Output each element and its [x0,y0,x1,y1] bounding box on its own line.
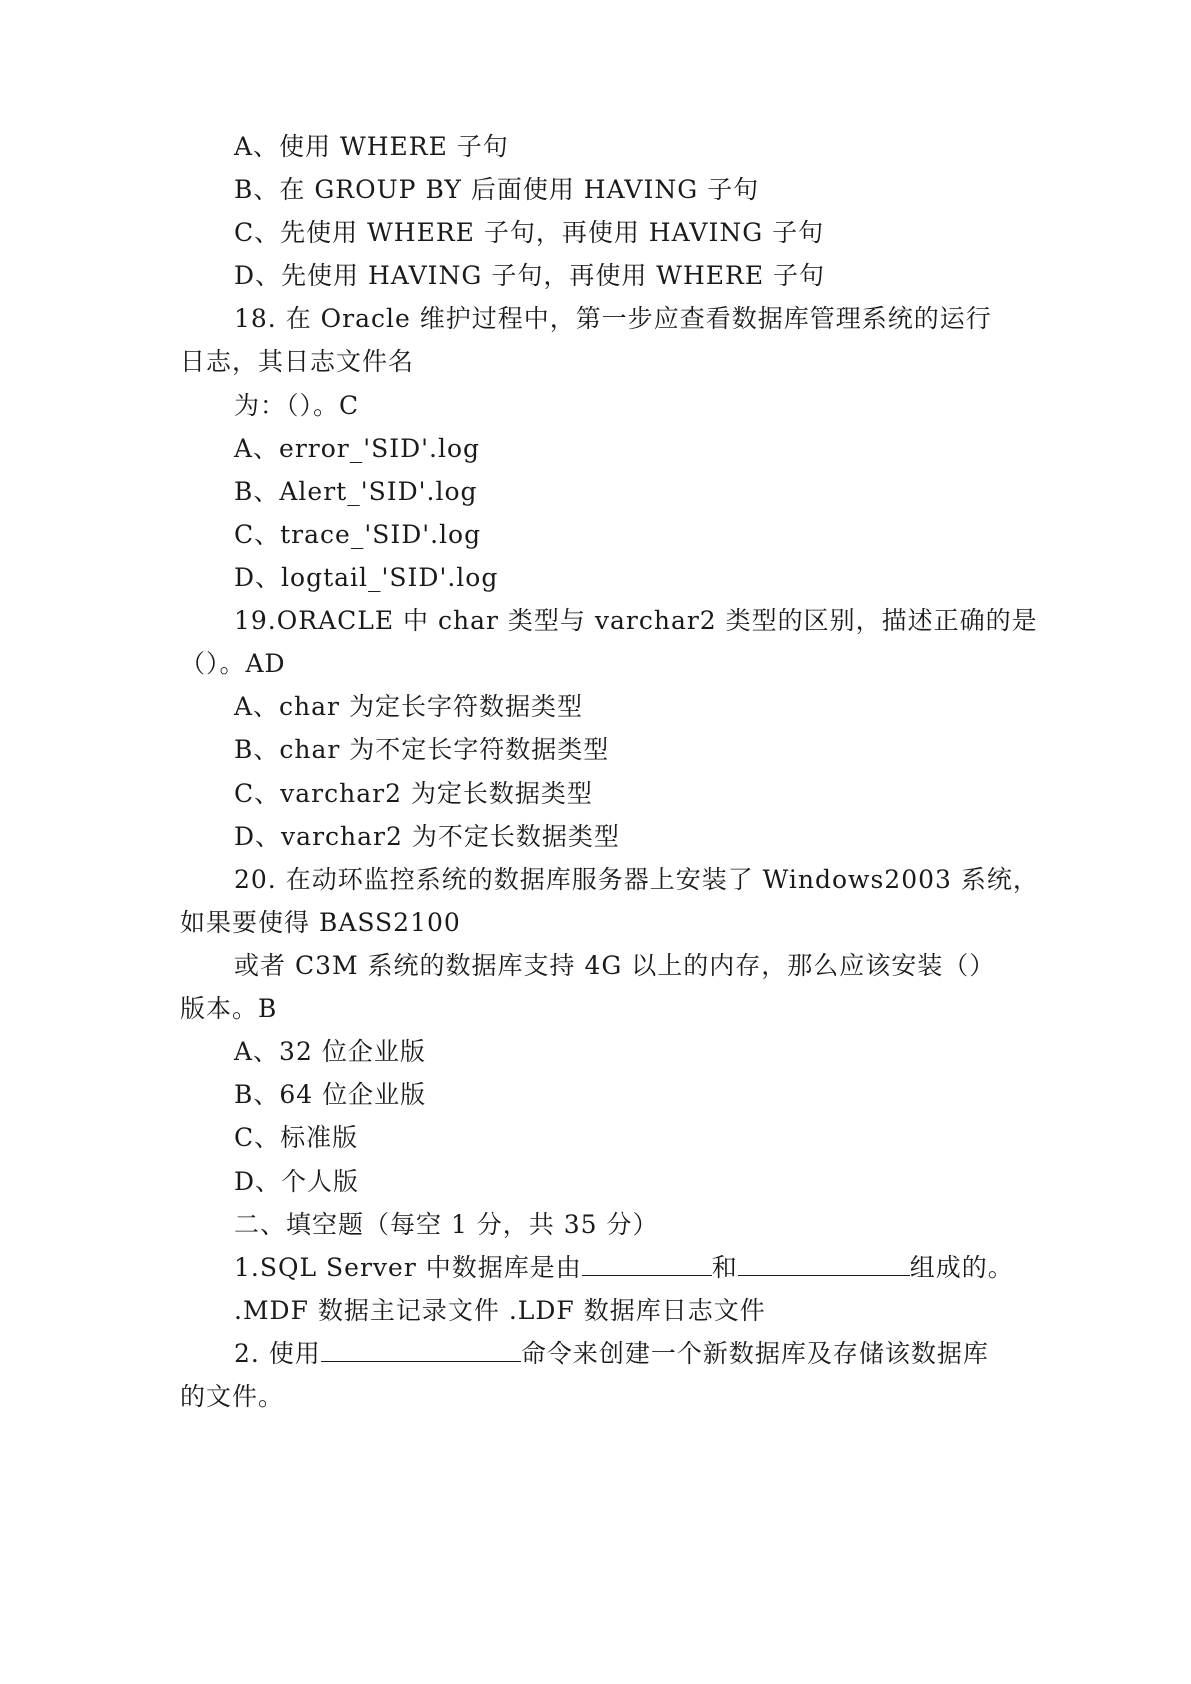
q19-question-line2: （）。AD [180,649,286,678]
q19-question-line1: 19.ORACLE 中 char 类型与 varchar2 类型的区别，描述正确的是 [234,606,1038,635]
q20-option-a: A、32 位企业版 [234,1037,426,1066]
fill-1-text-start: 1.SQL Server 中数据库是由 [234,1253,582,1282]
fill-1-blank-2 [738,1253,910,1276]
fill-2-blank [321,1339,521,1362]
q20-question-line3: 或者 C3M 系统的数据库支持 4G 以上的内存，那么应该安装（） [234,951,996,980]
q20-option-b: B、64 位企业版 [234,1080,427,1109]
fill-2-question-line2: 的文件。 [180,1382,285,1411]
q20-question-line2: 如果要使得 BASS2100 [180,908,461,937]
q17-option-a: A、使用 WHERE 子句 [234,132,509,161]
q17-option-c: C、先使用 WHERE 子句，再使用 HAVING 子句 [234,218,825,247]
q18-question-line3: 为：（）。C [234,391,360,420]
q20-question-line4: 版本。B [180,994,278,1023]
q20-option-c: C、标准版 [234,1123,359,1152]
section-2-heading: 二、填空题（每空 1 分，共 35 分） [234,1210,659,1239]
q20-question-line1: 20. 在动环监控系统的数据库服务器上安装了 Windows2003 系统， [234,865,1039,894]
q17-option-b: B、在 GROUP BY 后面使用 HAVING 子句 [234,175,760,204]
fill-2-text-end: 命令来创建一个新数据库及存储该数据库 [520,1339,989,1368]
q20-option-d: D、个人版 [234,1167,360,1196]
q19-option-a: A、char 为定长字符数据类型 [234,692,583,721]
fill-1-text-end: 组成的。 [909,1253,1014,1282]
q18-question-line2: 日志，其日志文件名 [180,347,415,376]
q17-option-d: D、先使用 HAVING 子句，再使用 WHERE 子句 [234,261,826,290]
q18-option-c: C、trace_'SID'.log [234,520,482,549]
q18-option-d: D、logtail_'SID'.log [234,563,499,592]
fill-2-question [234,1339,989,1369]
q18-option-a: A、error_'SID'.log [234,434,481,463]
fill-1-text-middle: 和 [711,1253,738,1282]
fill-1-answer: .MDF 数据主记录文件 .LDF 数据库日志文件 [234,1296,766,1325]
q19-option-c: C、varchar2 为定长数据类型 [234,779,593,808]
q18-option-b: B、Alert_'SID'.log [234,477,478,506]
q18-question-line1: 18. 在 Oracle 维护过程中，第一步应查看数据库管理系统的运行 [234,304,992,333]
fill-1-question [234,1253,1014,1283]
q19-option-d: D、varchar2 为不定长数据类型 [234,822,620,851]
fill-1-blank-1 [582,1253,712,1276]
fill-2-text-start: 2. 使用 [234,1339,321,1368]
q19-option-b: B、char 为不定长字符数据类型 [234,735,610,764]
